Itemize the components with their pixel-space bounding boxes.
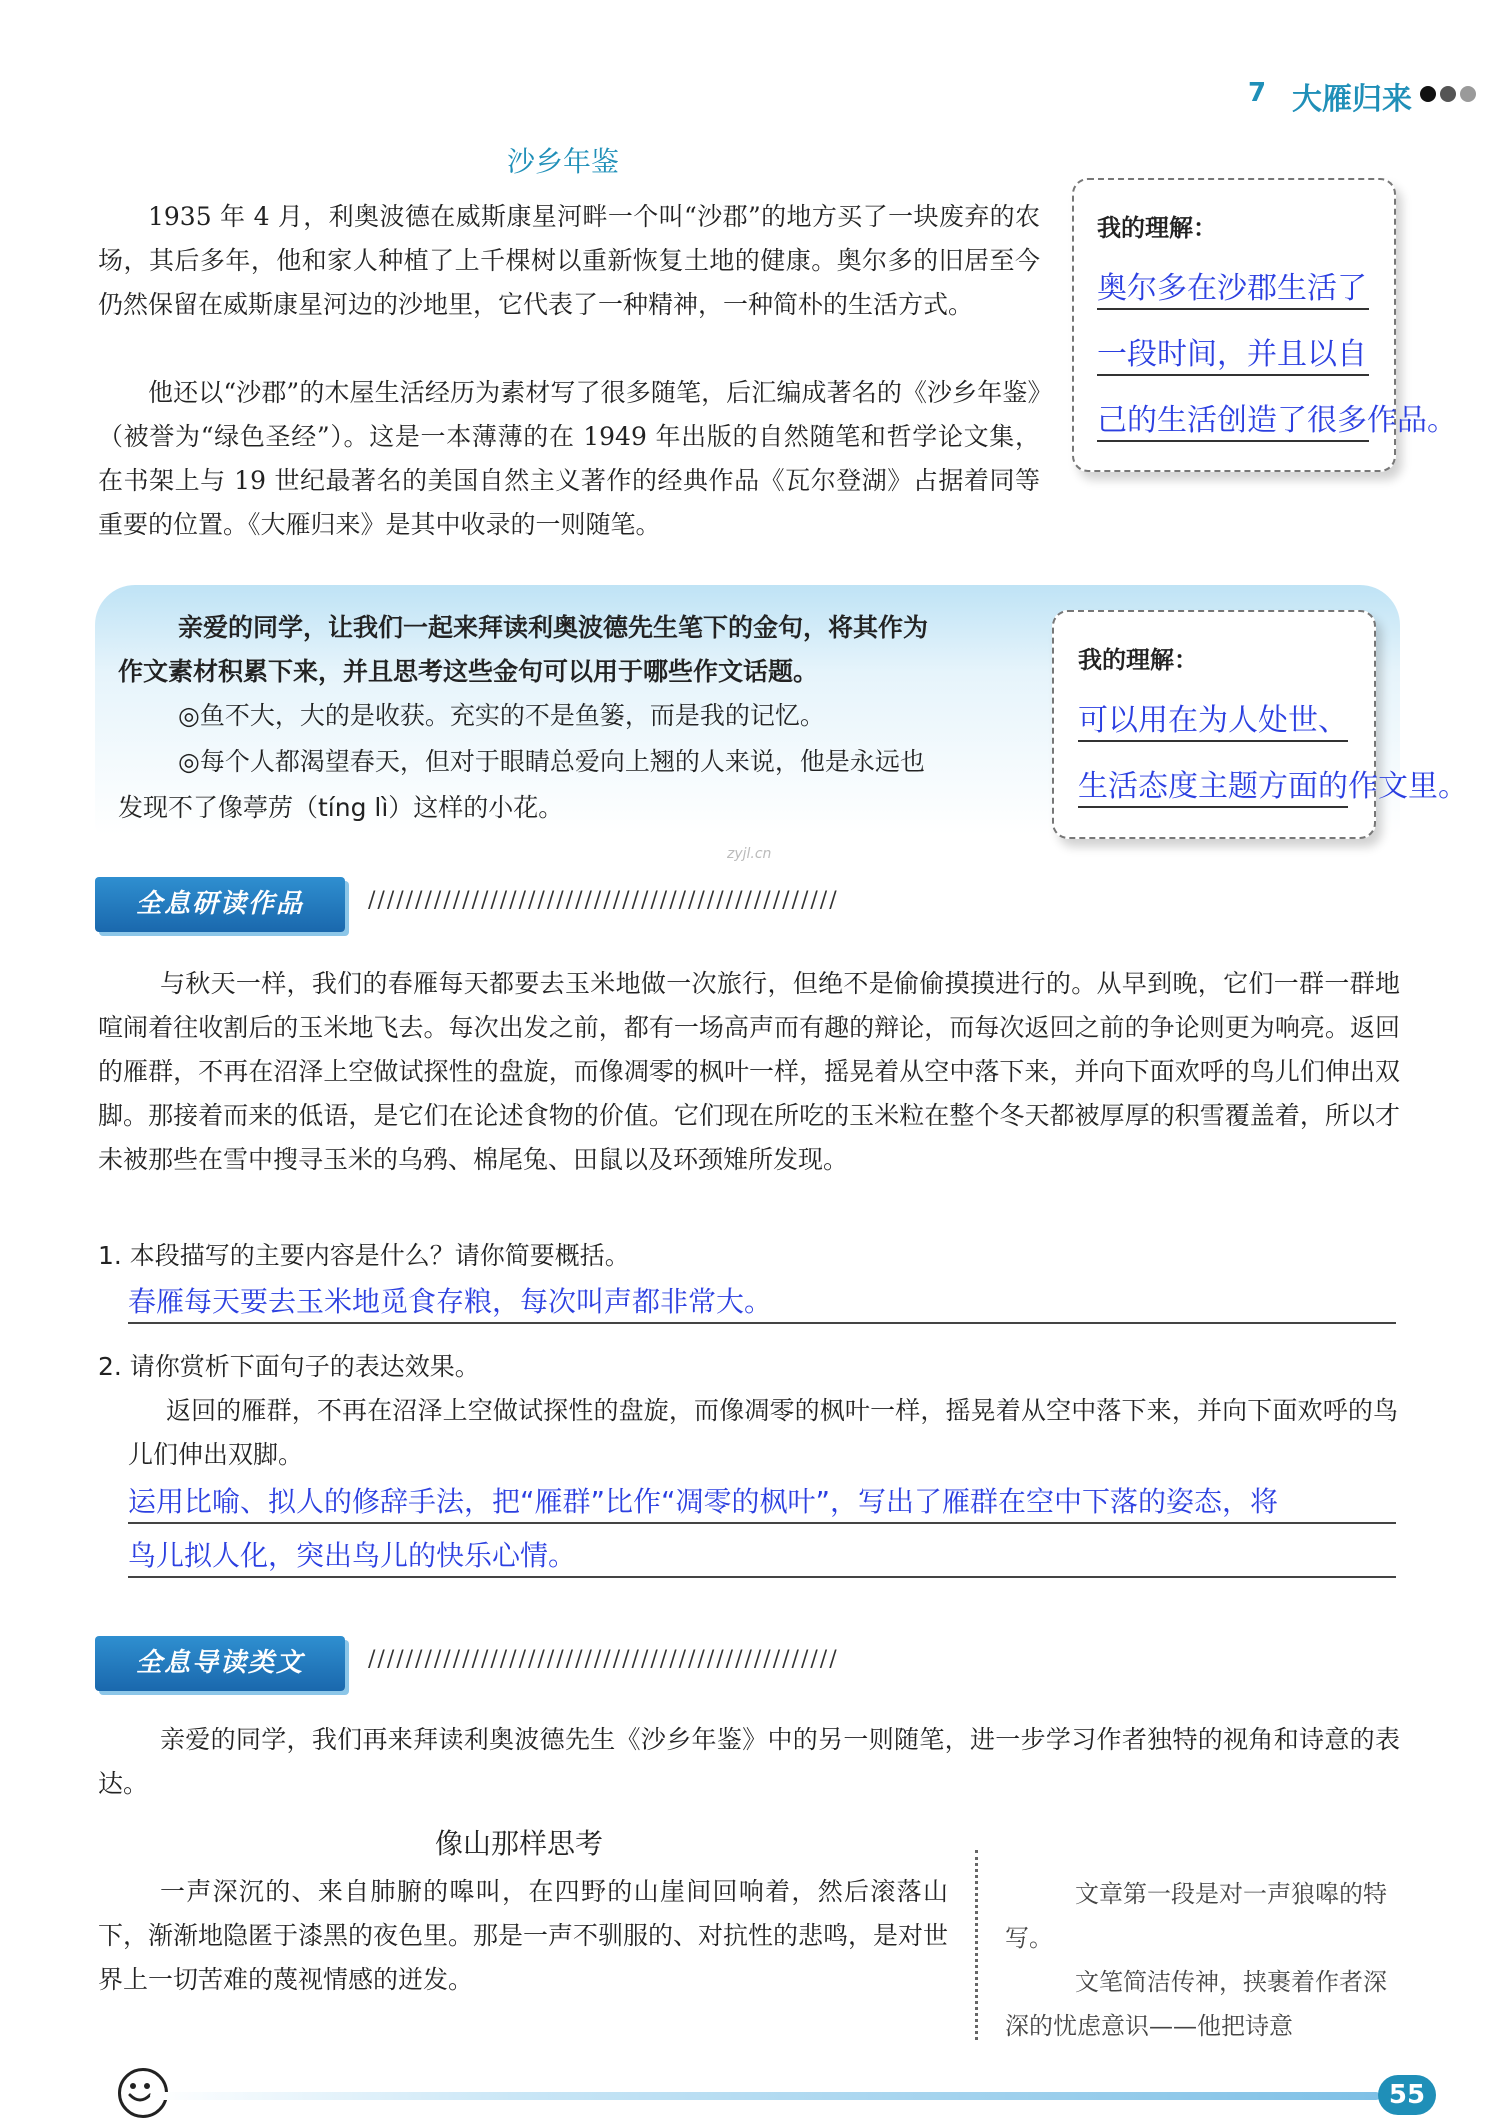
answer-2-rule-2 xyxy=(128,1576,1396,1578)
section-header-study: 全息研读作品 xyxy=(95,877,345,932)
banner-intro-line-1: 亲爱的同学，让我们一起来拜读利奥波德先生笔下的金句，将其作为 xyxy=(178,613,929,642)
answer-1-line xyxy=(128,1322,1396,1324)
paragraph-2: 他还以“沙郡”的木屋生活经历为素材写了很多随笔，后汇编成著名的《沙乡年鉴》（被誉为“绿色圣经”）。这是一本薄薄的在 1949 年出版的自然随笔和哲学论文集，在书架上与 19 世纪最著名的美国自然主义著作的经典作品《瓦尔登湖》占据着同等重要的位置。《大雁归来》是其中收录的一则随笔。 xyxy=(98,378,1040,539)
banner-intro-line-2: 作文素材积累下来，并且思考这些金句可以用于哪些作文话题。 xyxy=(118,657,819,686)
question-2-quote: 返回的雁群，不再在沼泽上空做试探性的盘旋，而像凋零的枫叶一样，摇晃着从空中落下来，并向下面欢呼的鸟儿们伸出双脚。 xyxy=(128,1396,1398,1469)
header-dot-2 xyxy=(1440,86,1456,102)
section-title-sand-county: 沙乡年鉴 xyxy=(507,145,620,178)
understanding-label-2: 我的理解： xyxy=(1078,646,1198,674)
note1-line-2 xyxy=(1097,374,1369,376)
note1-handwriting-1: 奥尔多在沙郡生活了 xyxy=(1097,271,1367,306)
note2-line-2 xyxy=(1078,806,1348,808)
passage-geese: 与秋天一样，我们的春雁每天都要去玉米地做一次旅行，但绝不是偷偷摸摸进行的。从早到晚，它们一群一群地喧闹着往收割后的玉米地飞去。每次出发之前，都有一场高声而有趣的辩论，而每次返回之前的争论则更为响亮。返回的雁群，不再在沼泽上空做试探性的盘旋，而像凋零的枫叶一样，摇晃着从空中落下来，并向下面欢呼的鸟儿们伸出双脚。那接着而来的低语，是它们在论述食物的价值。它们现在所吃的玉米粒在整个冬天都被厚厚的积雪覆盖着，所以才未被那些在雪中搜寻玉米的乌鸦、棉尾兔、田鼠以及环颈雉所发现。 xyxy=(98,969,1400,1174)
quote-2-line-2: 发现不了像葶苈（tíng lì）这样的小花。 xyxy=(118,793,564,822)
section-title-think-like-mountain: 像山那样思考 xyxy=(435,1827,604,1860)
quote-2-line-1: ◎每个人都渴望春天，但对于眼睛总爱向上翘的人来说，他是永远也 xyxy=(178,747,925,776)
note2-handwriting-2: 生活态度主题方面的作文里。 xyxy=(1078,769,1468,804)
quote-1: ◎鱼不大，大的是收获。充实的不是鱼篓，而是我的记忆。 xyxy=(178,701,825,730)
section-divider-2: ////////////////////////////////////////////////// xyxy=(368,1647,839,1672)
question-1: 1. 本段描写的主要内容是什么？请你简要概括。 xyxy=(98,1241,630,1270)
answer-2-line-1: 运用比喻、拟人的修辞手法，把“雁群”比作“凋零的枫叶”，写出了雁群在空中下落的姿态，将 xyxy=(128,1485,1279,1518)
chapter-title: 大雁归来 xyxy=(1292,82,1412,117)
header-dot-1 xyxy=(1420,86,1436,102)
header-dot-3 xyxy=(1460,86,1476,102)
question-2: 2. 请你赏析下面句子的表达效果。 xyxy=(98,1352,480,1381)
answer-2-line-2: 鸟儿拟人化，突出鸟儿的快乐心情。 xyxy=(128,1539,577,1572)
watermark: zyjl.cn xyxy=(727,846,772,862)
paragraph-1: 1935 年 4 月，利奥波德在威斯康星河畔一个叫“沙郡”的地方买了一块废弃的农场，其后多年，他和家人种植了上千棵树以重新恢复土地的健康。奥尔多的旧居至今仍然保留在威斯康星河边的沙地里，它代表了一种精神，一种简朴的生活方式。 xyxy=(98,202,1040,319)
passage-mountain: 一声深沉的、来自肺腑的嗥叫，在四野的山崖间回响着，然后滚落山下，渐渐地隐匿于漆黑的夜色里。那是一声不驯服的、对抗性的悲鸣，是对世界上一切苦难的蔑视情感的迸发。 xyxy=(98,1877,949,1994)
section-header-guided-reading: 全息导读类文 xyxy=(95,1636,345,1691)
section-divider-1: ////////////////////////////////////////////////// xyxy=(368,888,839,913)
chapter-number: 7 xyxy=(1248,78,1267,108)
note1-line-3 xyxy=(1097,440,1369,442)
understanding-label-1: 我的理解： xyxy=(1097,214,1217,242)
page-number: 55 xyxy=(1378,2075,1436,2115)
answer-1: 春雁每天要去玉米地觅食存粮，每次叫声都非常大。 xyxy=(128,1285,773,1318)
answer-2-rule-1 xyxy=(128,1522,1396,1524)
side-note-border xyxy=(975,1850,978,2040)
note1-handwriting-3: 己的生活创造了很多作品。 xyxy=(1097,403,1457,438)
side-note-2: 文笔简洁传神，挟裹着作者深深的忧虑意识——他把诗意 xyxy=(1005,1968,1387,2040)
note1-line-1 xyxy=(1097,308,1369,310)
note2-handwriting-1: 可以用在为人处世、 xyxy=(1078,703,1348,738)
section3-intro: 亲爱的同学，我们再来拜读利奥波德先生《沙乡年鉴》中的另一则随笔，进一步学习作者独特的视角和诗意的表达。 xyxy=(98,1725,1400,1798)
note2-line-1 xyxy=(1078,740,1348,742)
footer-line xyxy=(150,2092,1380,2100)
note1-handwriting-2: 一段时间，并且以自 xyxy=(1097,337,1367,372)
side-note-1: 文章第一段是对一声狼嗥的特写。 xyxy=(1005,1880,1387,1952)
